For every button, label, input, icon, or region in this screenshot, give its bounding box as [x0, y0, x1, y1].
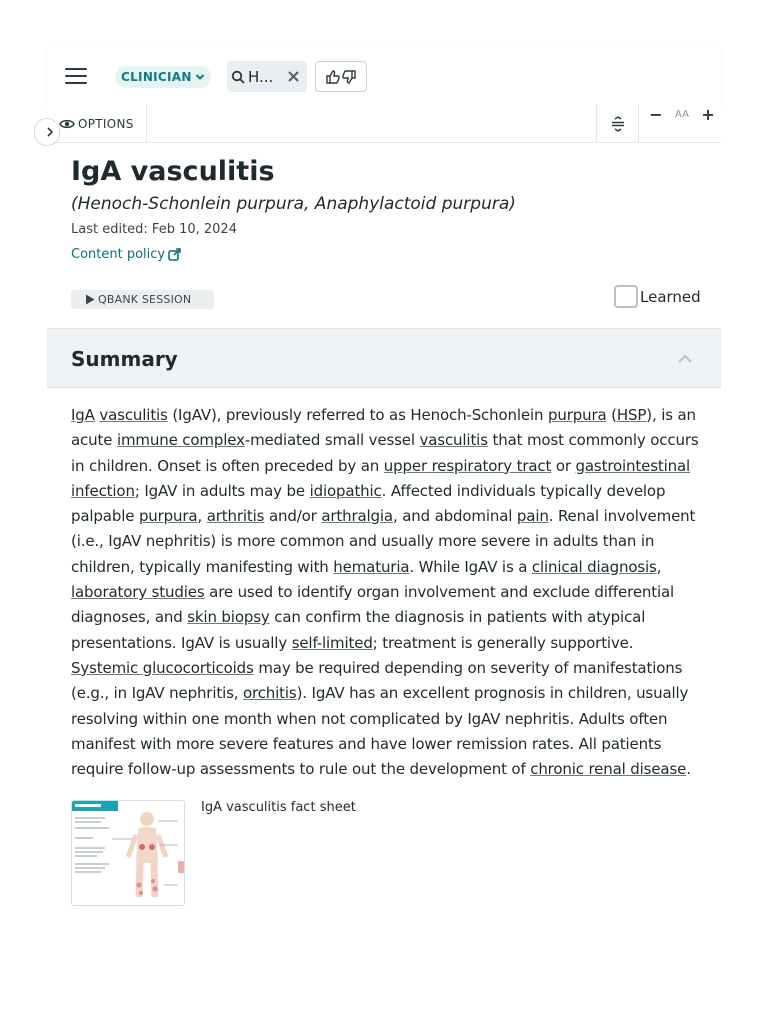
font-size-icon: AA [675, 108, 689, 120]
toolbar-divider [146, 104, 147, 143]
collapse-expand-icon [611, 116, 625, 132]
glossary-link[interactable]: orchitis [243, 684, 297, 703]
summary-text-run: and/or [264, 507, 322, 526]
search-input[interactable]: H... [248, 67, 274, 86]
expand-sidebar-button[interactable] [34, 118, 60, 146]
menu-icon[interactable] [65, 68, 87, 84]
page-subtitle: (Henoch-Schonlein purpura, Anaphylactoid purpura) [71, 194, 516, 214]
search-icon [231, 70, 245, 84]
summary-text-run: may be required depending on severity of manifestations (e.g., in IgAV nephritis, [71, 658, 683, 703]
summary-section-header[interactable] [47, 328, 721, 388]
role-selector[interactable] [115, 66, 211, 88]
content-policy-link[interactable] [71, 247, 181, 262]
glossary-link[interactable]: self-limited [291, 633, 373, 652]
font-decrease-button[interactable]: − [649, 104, 663, 124]
summary-text-run: or [551, 456, 576, 475]
glossary-link[interactable]: purpura [138, 507, 198, 526]
summary-text-run: ; IgAV in adults may be [134, 481, 310, 500]
glossary-link[interactable]: clinical diagnosis [531, 557, 657, 576]
glossary-link[interactable]: vasculitis [419, 431, 488, 450]
feedback-button[interactable] [315, 61, 367, 92]
summary-text-run: are used to identify organ involvement and exclude differential diagnoses, and [71, 583, 675, 627]
summary-text-run: ). IgAV has an excellent prognosis in children, usually resolving within one month when not complicated by IgAV nephritis. Adults often manifest with more severe features and have lower remission rates. All patients require follow-up assessments to rule out the development of [71, 684, 689, 779]
glossary-link[interactable]: HSP [616, 406, 647, 424]
play-icon [85, 294, 95, 305]
chevron-right-icon [46, 127, 54, 137]
glossary-link[interactable]: chronic renal disease [530, 760, 687, 779]
role-label: CLINICIAN [121, 70, 192, 84]
glossary-link[interactable]: pain [516, 507, 549, 526]
top-navigation-bar [47, 48, 721, 104]
fact-sheet-caption[interactable]: IgA vasculitis fact sheet [201, 800, 356, 815]
summary-text-run: . [686, 760, 691, 779]
summary-text-run: , [197, 507, 207, 526]
glossary-link[interactable]: Systemic glucocorticoids [71, 658, 254, 677]
summary-text-run: . While IgAV is a [409, 557, 532, 576]
glossary-link[interactable]: vasculitis [99, 406, 168, 424]
thumbs-up-down-icon [325, 69, 357, 85]
glossary-link[interactable]: idiopathic [309, 481, 382, 500]
summary-text-run: , and abdominal [392, 507, 517, 526]
external-link-icon [168, 248, 181, 261]
eye-icon [59, 118, 75, 130]
page-title: IgA vasculitis [71, 156, 275, 187]
summary-text-run: ), is an acute [71, 406, 696, 450]
close-icon[interactable] [288, 67, 299, 86]
glossary-link[interactable]: laboratory studies [71, 583, 205, 602]
qbank-session-button[interactable] [71, 290, 214, 309]
last-edited-date: Last edited: Feb 10, 2024 [71, 222, 237, 237]
glossary-link[interactable]: skin biopsy [187, 608, 270, 627]
summary-paragraph [71, 403, 699, 782]
fact-sheet-thumbnail[interactable] [71, 800, 185, 906]
font-size-controls [643, 104, 721, 124]
learned-toggle[interactable] [614, 285, 701, 308]
summary-text-run: ( [606, 406, 617, 424]
summary-text-run: -mediated small vessel [244, 431, 420, 450]
glossary-link[interactable]: hematuria [333, 557, 410, 576]
glossary-link[interactable]: upper respiratory tract [383, 456, 552, 475]
summary-text-run: . Renal involvement (i.e., IgAV nephritis) is more common and usually more severe in adults than in children, typically manifesting with [71, 507, 696, 576]
glossary-link[interactable]: arthritis [206, 507, 265, 526]
search-field[interactable] [227, 61, 307, 92]
options-label: OPTIONS [78, 116, 134, 131]
chevron-up-icon[interactable] [675, 349, 695, 369]
article-toolbar [47, 104, 721, 143]
font-increase-button[interactable]: + [701, 104, 715, 124]
glossary-link[interactable]: purpura [548, 406, 607, 424]
summary-text-run: ; treatment is generally supportive. [372, 633, 634, 652]
summary-heading: Summary [71, 347, 178, 371]
options-button[interactable] [59, 104, 134, 143]
summary-text-run: . Affected individuals typically develop palpable [71, 481, 666, 526]
learned-checkbox[interactable] [614, 285, 638, 308]
learned-label: Learned [640, 287, 701, 306]
summary-text-run: , [656, 557, 662, 576]
collapse-all-button[interactable] [596, 104, 639, 143]
fact-sheet-image [72, 801, 185, 906]
qbank-session-label: QBANK SESSION [98, 293, 192, 306]
glossary-link[interactable]: IgA [71, 406, 95, 424]
glossary-link[interactable]: arthralgia [321, 507, 393, 526]
content-policy-label: Content policy [71, 247, 166, 262]
article-panel [47, 104, 721, 932]
glossary-link[interactable]: immune complex [116, 431, 245, 450]
summary-text-run: (IgAV), previously referred to as Henoch-Schonlein [167, 406, 548, 424]
summary-text-run: that most commonly occurs in children. Onset is often preceded by an [71, 431, 699, 475]
glossary-link[interactable]: gastrointestinal infection [71, 456, 691, 500]
chevron-down-icon [195, 72, 205, 82]
summary-text-run: can confirm the diagnosis in patients with atypical presentations. IgAV is usually [71, 608, 646, 652]
